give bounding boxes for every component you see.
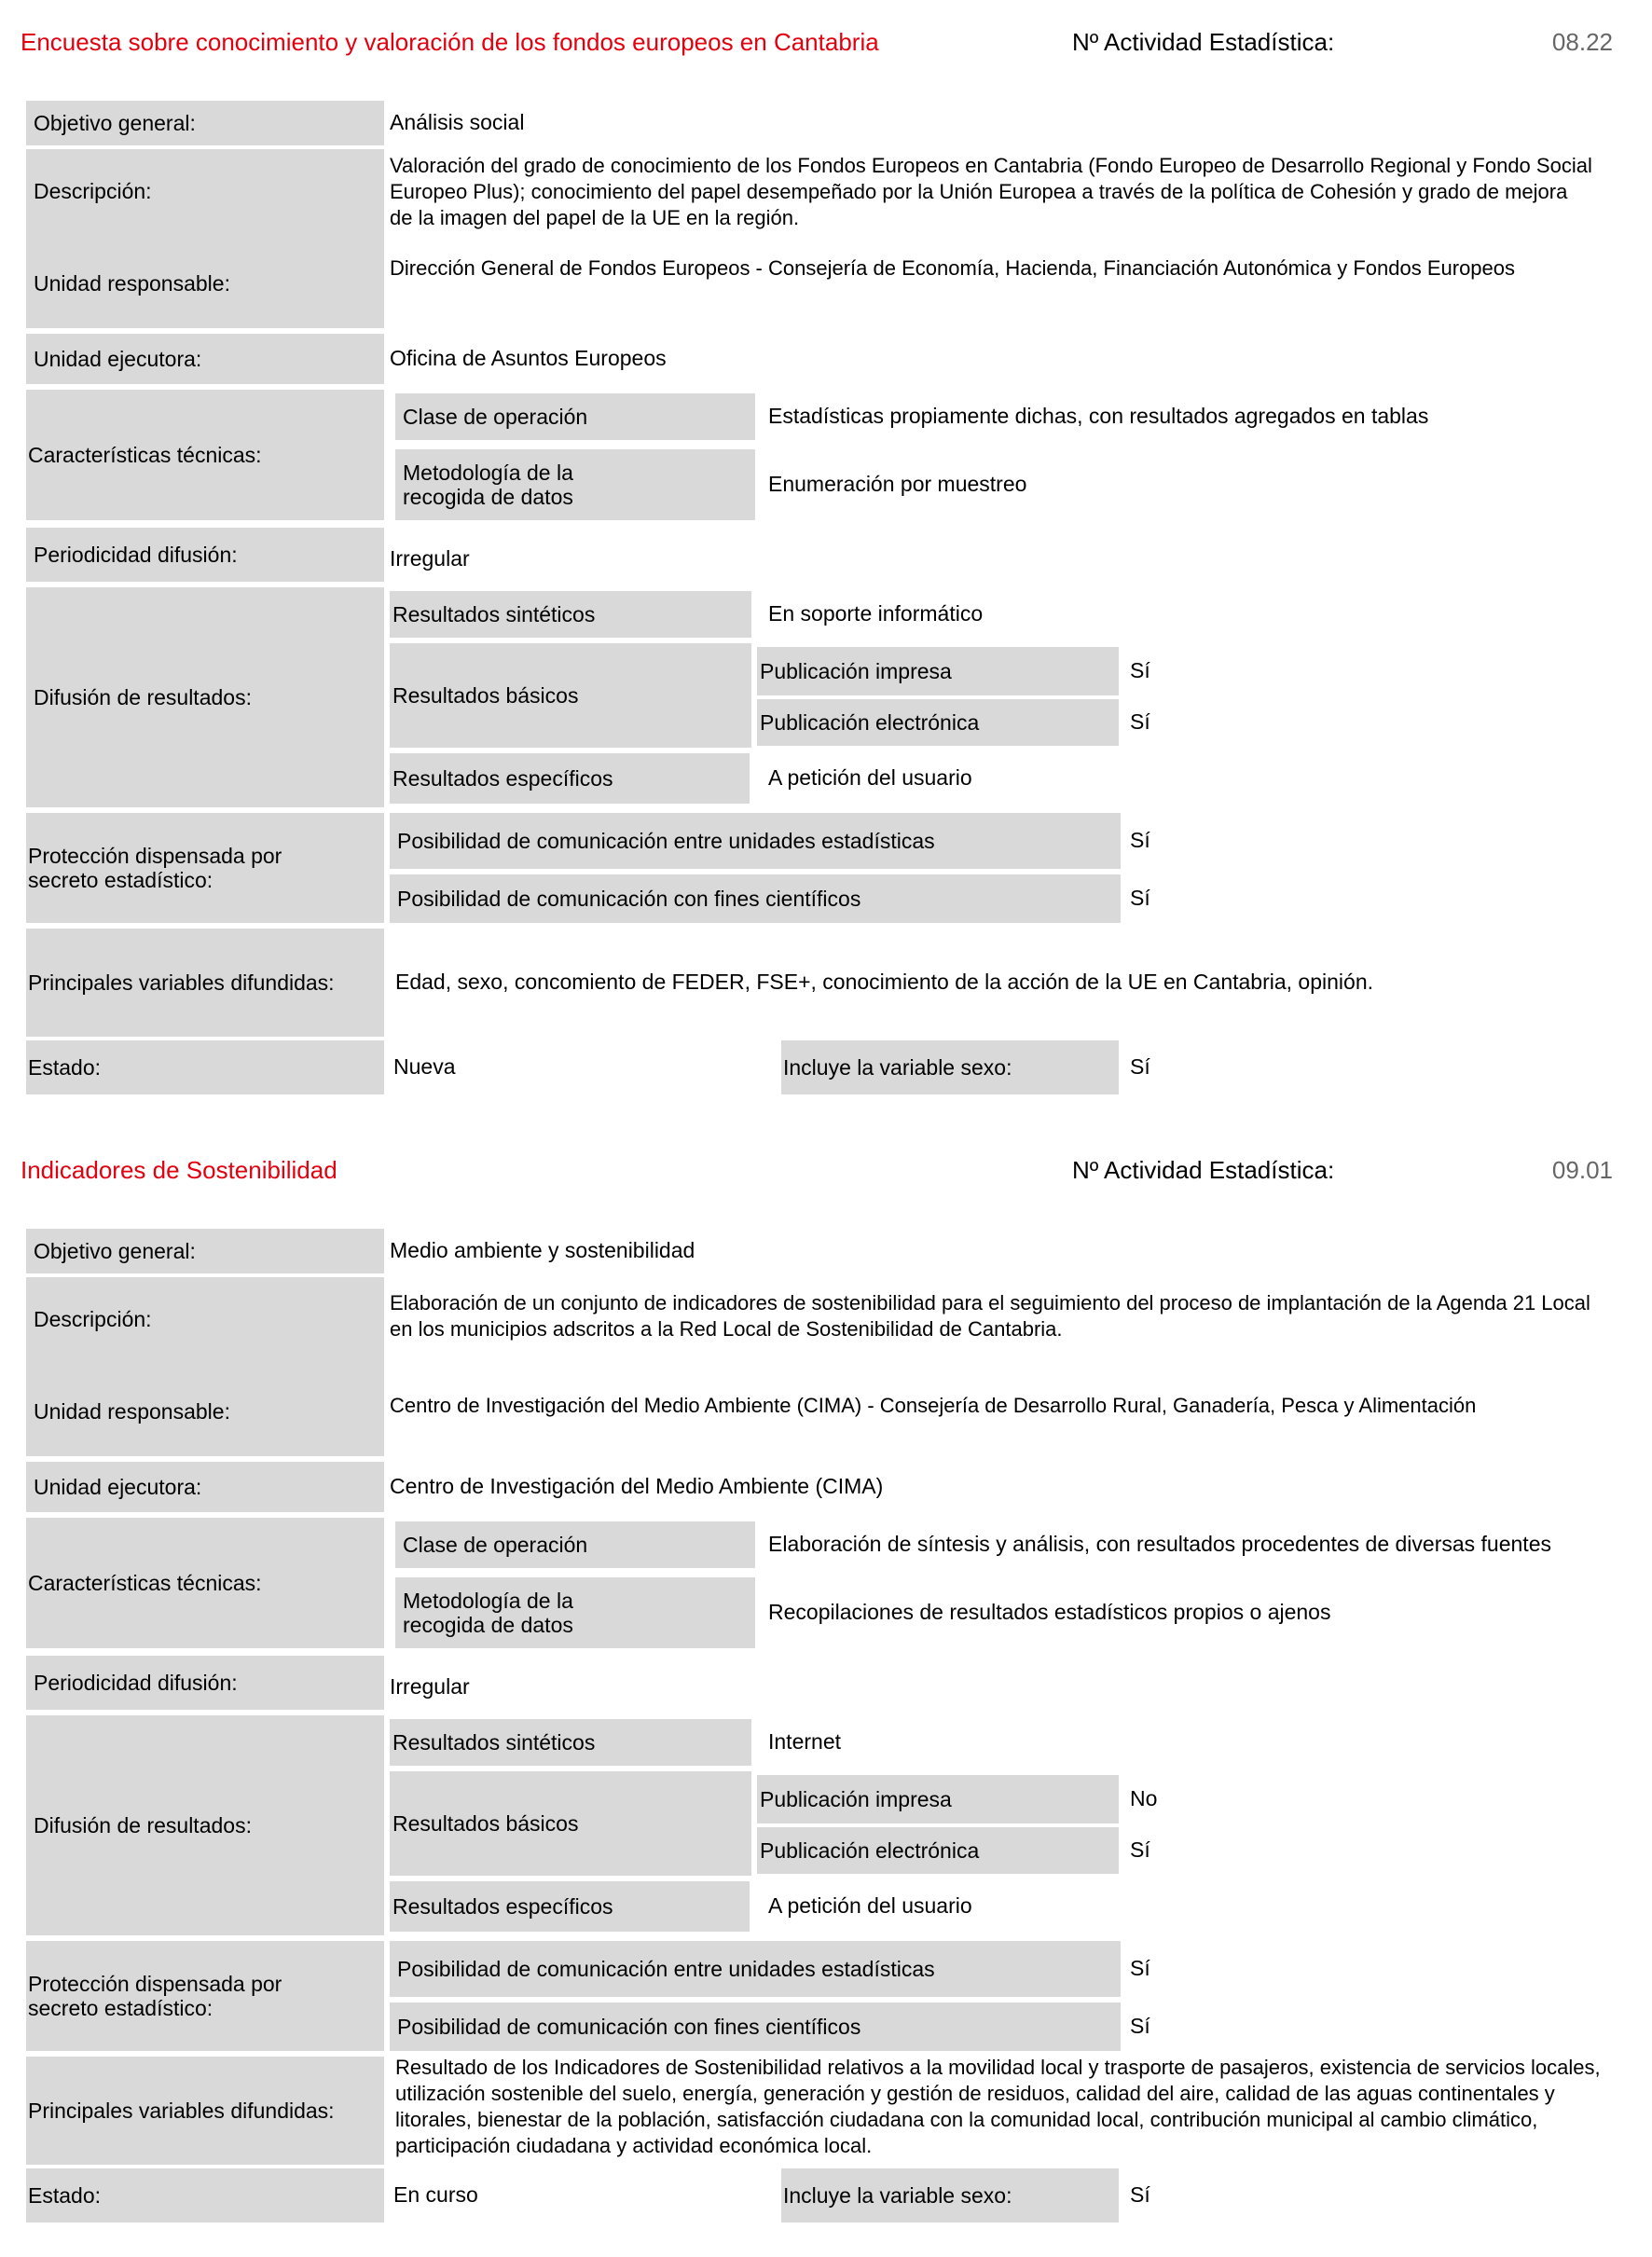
clase-operacion-value: Elaboración de síntesis y análisis, con resultados procedentes de diversas fuentes xyxy=(768,1532,1551,1557)
res-sinteticos-value: Internet xyxy=(768,1729,841,1755)
periodicidad-label: Periodicidad difusión: xyxy=(26,1656,384,1710)
descripcion-label: Descripción: xyxy=(34,178,152,203)
incluye-sexo-value: Sí xyxy=(1130,2182,1150,2208)
descripcion-value: Valoración del grado de conocimiento de los Fondos Europeos en Cantabria (Fondo Europeo de Desarrollo Regional y Fondo Social Europeo Plus); conocimiento del papel desempeñado por la Unión Europea a través de la política de Cohesión y grado de mejora de la imagen del papel de la UE en la región. xyxy=(390,154,1592,229)
metodologia-label xyxy=(395,449,755,520)
estado-label: Estado: xyxy=(26,1040,384,1094)
activity-card xyxy=(0,1128,1652,2247)
activity-title: Encuesta sobre conocimiento y valoración de los fondos europeos en Cantabria xyxy=(21,28,879,56)
com-cientificos-label: Posibilidad de comunicación con fines científicos xyxy=(390,2002,1121,2051)
com-cientificos-value: Sí xyxy=(1130,2014,1150,2039)
res-especificos-value: A petición del usuario xyxy=(768,765,972,791)
clase-operacion-label: Clase de operación xyxy=(395,1521,755,1568)
activity-number-label: Nº Actividad Estadística: xyxy=(1072,28,1335,56)
pub-electronica-value: Sí xyxy=(1130,709,1150,735)
res-basicos-label: Resultados básicos xyxy=(390,1771,751,1876)
difusion-label: Difusión de resultados: xyxy=(26,1715,384,1935)
incluye-sexo-label: Incluye la variable sexo: xyxy=(781,1040,1119,1094)
estado-value: Nueva xyxy=(393,1054,456,1080)
unidad-responsable-value: Dirección General de Fondos Europeos - Consejería de Economía, Hacienda, Financiación Autonómica y Fondos Europeos xyxy=(390,256,1516,280)
pub-electronica-value: Sí xyxy=(1130,1837,1150,1863)
principales-variables-label: Principales variables difundidas: xyxy=(26,2057,384,2165)
res-sinteticos-label: Resultados sintéticos xyxy=(390,591,751,638)
res-especificos-value: A petición del usuario xyxy=(768,1893,972,1919)
activity-number-label: Nº Actividad Estadística: xyxy=(1072,1156,1335,1184)
proteccion-label xyxy=(26,1941,384,2051)
unidad-responsable-value: Centro de Investigación del Medio Ambiente (CIMA) - Consejería de Desarrollo Rural, Ganadería, Pesca y Alimentación xyxy=(390,1394,1477,1417)
metodologia-label xyxy=(395,1577,755,1648)
descripcion-label: Descripción: xyxy=(34,1306,152,1331)
principales-variables-value: Edad, sexo, concomiento de FEDER, FSE+, conocimiento de la acción de la UE en Cantabria, opinión. xyxy=(395,970,1374,995)
com-unidades-value: Sí xyxy=(1130,1956,1150,1981)
principales-variables-value: Resultado de los Indicadores de Sostenibilidad relativos a la movilidad local y trasporte de pasajeros, existencia de servicios locales, utilización sostenible del suelo, energía, generación y gestión de residuos, calidad del aire, calidad de las aguas continentales y litorales, bienestar de la población, satisfacción ciudadana con la comunidad local, contribución municipal al cambio climático, participación ciudadana y actividad económica local. xyxy=(395,2056,1601,2157)
periodicidad-value: Irregular xyxy=(390,546,470,571)
proteccion-label xyxy=(26,813,384,923)
unidad-ejecutora-value: Oficina de Asuntos Europeos xyxy=(390,346,667,371)
desc-unidad-label-block xyxy=(26,1277,384,1456)
caracteristicas-label: Características técnicas: xyxy=(26,1518,384,1648)
clase-operacion-value: Estadísticas propiamente dichas, con resultados agregados en tablas xyxy=(768,404,1429,429)
metodologia-label-text: Metodología de la recogida de datos xyxy=(403,460,573,509)
res-sinteticos-label: Resultados sintéticos xyxy=(390,1719,751,1766)
objetivo-value: Análisis social xyxy=(390,110,525,135)
proteccion-label-text: Protección dispensada por secreto estadístico: xyxy=(28,843,282,892)
desc-unidad-label-block xyxy=(26,149,384,328)
objetivo-label: Objetivo general: xyxy=(26,101,384,145)
periodicidad-value: Irregular xyxy=(390,1674,470,1700)
metodologia-value: Enumeración por muestreo xyxy=(768,472,1027,497)
com-unidades-label: Posibilidad de comunicación entre unidades estadísticas xyxy=(390,1941,1121,1997)
metodologia-label-text: Metodología de la recogida de datos xyxy=(403,1588,573,1637)
com-unidades-label: Posibilidad de comunicación entre unidades estadísticas xyxy=(390,813,1121,869)
proteccion-label-text: Protección dispensada por secreto estadístico: xyxy=(28,1971,282,2020)
unidad-ejecutora-label: Unidad ejecutora: xyxy=(26,1462,384,1512)
res-basicos-label: Resultados básicos xyxy=(390,643,751,748)
com-cientificos-value: Sí xyxy=(1130,886,1150,911)
pub-impresa-label: Publicación impresa xyxy=(757,1775,1119,1823)
res-sinteticos-value: En soporte informático xyxy=(768,601,984,626)
unidad-responsable-label: Unidad responsable: xyxy=(34,1398,230,1424)
caracteristicas-label: Características técnicas: xyxy=(26,390,384,520)
difusion-label: Difusión de resultados: xyxy=(26,587,384,807)
incluye-sexo-value: Sí xyxy=(1130,1054,1150,1080)
incluye-sexo-label: Incluye la variable sexo: xyxy=(781,2168,1119,2223)
descripcion-value: Elaboración de un conjunto de indicadores de sostenibilidad para el seguimiento del proceso de implantación de la Agenda 21 Local en los municipios adscritos a la Red Local de Sostenibilidad de Cantabria. xyxy=(390,1291,1590,1341)
pub-impresa-label: Publicación impresa xyxy=(757,647,1119,695)
estado-value: En curso xyxy=(393,2182,478,2208)
activity-number: 09.01 xyxy=(1551,1156,1613,1184)
objetivo-value: Medio ambiente y sostenibilidad xyxy=(390,1238,695,1263)
unidad-responsable-label: Unidad responsable: xyxy=(34,270,230,296)
res-especificos-label: Resultados específicos xyxy=(390,1881,750,1932)
activity-card xyxy=(0,0,1652,1119)
pub-impresa-value: Sí xyxy=(1130,658,1150,683)
estado-label: Estado: xyxy=(26,2168,384,2223)
com-cientificos-label: Posibilidad de comunicación con fines científicos xyxy=(390,874,1121,923)
activity-title: Indicadores de Sostenibilidad xyxy=(21,1156,337,1184)
pub-electronica-label: Publicación electrónica xyxy=(757,699,1119,746)
activity-number: 08.22 xyxy=(1551,28,1613,56)
periodicidad-label: Periodicidad difusión: xyxy=(26,528,384,582)
pub-electronica-label: Publicación electrónica xyxy=(757,1827,1119,1874)
com-unidades-value: Sí xyxy=(1130,828,1150,853)
pub-impresa-value: No xyxy=(1130,1786,1158,1811)
metodologia-value: Recopilaciones de resultados estadísticos propios o ajenos xyxy=(768,1600,1331,1625)
unidad-ejecutora-label: Unidad ejecutora: xyxy=(26,334,384,384)
objetivo-label: Objetivo general: xyxy=(26,1229,384,1273)
principales-variables-label: Principales variables difundidas: xyxy=(26,929,384,1037)
unidad-ejecutora-value: Centro de Investigación del Medio Ambiente (CIMA) xyxy=(390,1474,884,1499)
res-especificos-label: Resultados específicos xyxy=(390,753,750,804)
clase-operacion-label: Clase de operación xyxy=(395,393,755,440)
